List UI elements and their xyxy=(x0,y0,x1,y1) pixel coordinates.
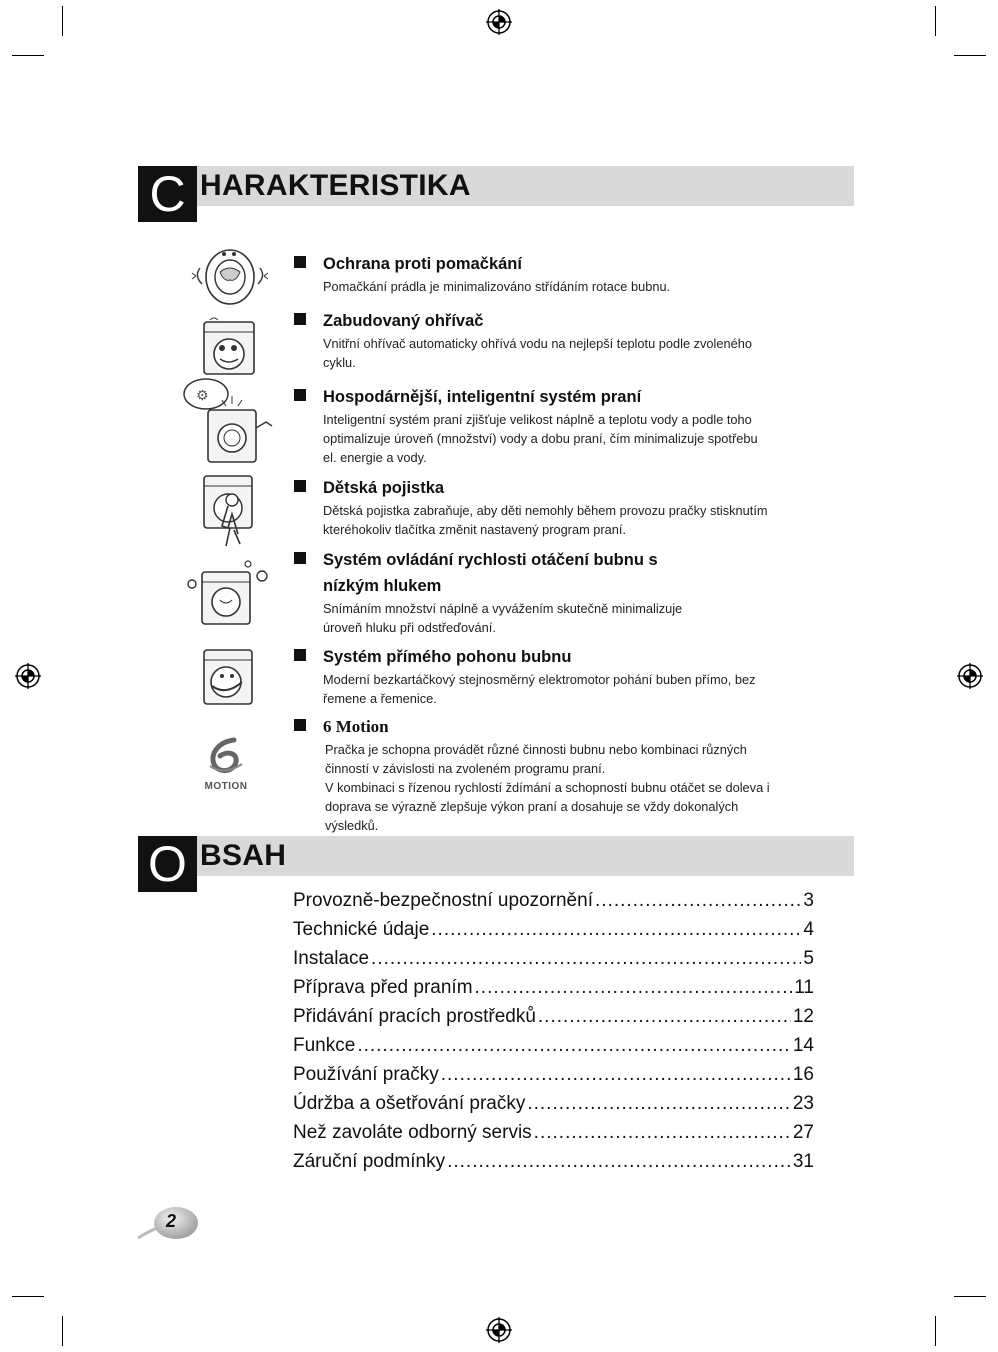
toc-page: 3 xyxy=(803,890,814,911)
toc-entry[interactable] xyxy=(293,948,814,977)
toc-label: Příprava před praním xyxy=(293,977,473,998)
toc-page: 23 xyxy=(792,1093,814,1114)
feature-low-noise xyxy=(294,547,714,637)
section-o-initial: O xyxy=(138,836,197,892)
crop-mark-top-right-h xyxy=(954,55,986,56)
feature-description: Dětská pojistka zabraňuje, aby děti nemohly během provozu pračky stisknutím kteréhokoliv tlačítka změnit nastavený program praní. xyxy=(323,503,768,537)
section-o-title: BSAH xyxy=(200,839,287,872)
toc-entry[interactable] xyxy=(293,1122,814,1151)
registration-mark-left-icon xyxy=(15,663,41,689)
feature-title: Zabudovaný ohřívač xyxy=(323,312,484,330)
feature-anti-crease xyxy=(294,251,774,296)
bullet-icon xyxy=(294,256,306,268)
feature-title: Hospodárnější, inteligentní systém praní xyxy=(323,388,642,406)
toc-label: Funkce xyxy=(293,1035,356,1056)
crop-mark-bottom-left-v xyxy=(62,1316,63,1346)
feature-description: Pomačkání prádla je minimalizováno střídáním rotace bubnu. xyxy=(323,279,671,294)
toc-leader xyxy=(534,1122,791,1144)
svg-text:⚙: ⚙ xyxy=(196,388,209,404)
toc-page: 16 xyxy=(792,1064,814,1085)
6-motion-swirl-icon xyxy=(200,736,252,776)
toc-entry[interactable] xyxy=(293,977,814,1006)
toc-label: Záruční podmínky xyxy=(293,1151,446,1172)
toc-page: 27 xyxy=(792,1122,814,1143)
feature-title: 6 Motion xyxy=(323,717,389,736)
direct-drive-washer-icon xyxy=(196,646,260,708)
toc-leader xyxy=(431,919,801,941)
toc-page: 12 xyxy=(792,1006,814,1027)
feature-6-motion xyxy=(294,714,774,835)
bullet-icon xyxy=(294,480,306,492)
toc-label: Provozně-bezpečnostní upozornění xyxy=(293,890,593,911)
feature-description: Moderní bezkartáčkový stejnosměrný elektromotor pohání buben přímo, bez řemene a řemenice. xyxy=(323,672,756,706)
toc-leader xyxy=(371,948,801,970)
low-noise-washer-icon xyxy=(184,558,270,628)
feature-description: Inteligentní systém praní zjišťuje velikost náplně a teplotu vody a podle toho optimalizuje úroveň (množství) vody a dobu praní, čím minimalizuje spotřebu el. energie a vody. xyxy=(323,412,758,465)
section-c-initial: C xyxy=(138,166,197,222)
registration-mark-top-icon xyxy=(486,9,512,35)
toc-label: Údržba a ošetřování pračky xyxy=(293,1093,526,1114)
crop-mark-bottom-right-v xyxy=(935,1316,936,1346)
toc-label: Než zavoláte odborný servis xyxy=(293,1122,532,1143)
smart-washer-icon xyxy=(180,376,276,466)
6-motion-logo-icon xyxy=(200,736,252,792)
registration-mark-right-icon xyxy=(957,663,983,689)
toc-entry[interactable] xyxy=(293,1064,814,1093)
toc-leader xyxy=(357,1035,791,1057)
toc-entry[interactable] xyxy=(293,919,814,948)
feature-title: Ochrana proti pomačkání xyxy=(323,255,522,273)
bullet-icon xyxy=(294,649,306,661)
bullet-icon xyxy=(294,389,306,401)
crop-mark-top-left-v xyxy=(62,6,63,36)
toc-leader xyxy=(447,1151,791,1173)
feature-intelligent-wash xyxy=(294,384,774,467)
bullet-icon xyxy=(294,719,306,731)
page-number: 2 xyxy=(165,1211,176,1231)
feature-description: Vnitřní ohřívač automaticky ohřívá vodu na nejlepší teplotu podle zvoleného cyklu. xyxy=(323,336,752,370)
toc-page: 11 xyxy=(794,977,814,998)
feature-title: Systém ovládání rychlosti otáčení bubnu s nízkým hlukem xyxy=(323,551,658,595)
feature-title: Dětská pojistka xyxy=(323,479,445,497)
6-motion-logo-text: MOTION xyxy=(204,781,248,792)
toc-label: Používání pračky xyxy=(293,1064,439,1085)
toc-page: 4 xyxy=(803,919,814,940)
toc-leader xyxy=(527,1093,791,1115)
toc-leader xyxy=(538,1006,791,1028)
feature-description: Snímáním množství náplně a vyvážením skutečně minimalizuje úroveň hluku při odstřeďování. xyxy=(323,601,683,635)
bullet-icon xyxy=(294,552,306,564)
anti-crease-drum-icon xyxy=(190,246,268,308)
section-c-title: HARAKTERISTIKA xyxy=(200,169,471,202)
toc-leader xyxy=(475,977,793,999)
registration-mark-bottom-icon xyxy=(486,1317,512,1343)
toc-page: 14 xyxy=(792,1035,814,1056)
feature-child-lock xyxy=(294,475,774,539)
toc-entry[interactable] xyxy=(293,1093,814,1122)
feature-description: Pračka je schopna provádět různé činnosti bubnu nebo kombinaci různých činností v závislosti na zvoleném programu praní. V kombinaci s řízenou rychlostí ždímání a schopností bubnu otáčet se doleva i doprava se výrazně zlepšuje výkon praní a dosahuje se vždy dokonalých výsledků. xyxy=(325,742,770,833)
toc-label: Instalace xyxy=(293,948,370,969)
toc-entry[interactable] xyxy=(293,1151,814,1180)
feature-direct-drive xyxy=(294,644,774,708)
child-lock-washer-icon xyxy=(198,470,260,552)
toc-page: 31 xyxy=(792,1151,814,1172)
crop-mark-top-left-h xyxy=(12,55,44,56)
crop-mark-bottom-right-h xyxy=(954,1296,986,1297)
toc-entry[interactable] xyxy=(293,1035,814,1064)
feature-title: Systém přímého pohonu bubnu xyxy=(323,648,572,666)
bullet-icon xyxy=(294,313,306,325)
toc-leader xyxy=(441,1064,791,1086)
toc-leader xyxy=(595,890,801,912)
toc-entry[interactable] xyxy=(293,890,814,919)
toc-label: Přidávání pracích prostředků xyxy=(293,1006,536,1027)
crop-mark-bottom-left-h xyxy=(12,1296,44,1297)
toc-label: Technické údaje xyxy=(293,919,430,940)
feature-built-in-heater xyxy=(294,308,774,372)
heater-washer-icon xyxy=(196,316,262,378)
toc-entry[interactable] xyxy=(293,1006,814,1035)
crop-mark-top-right-v xyxy=(935,6,936,36)
toc-page: 5 xyxy=(803,948,814,969)
